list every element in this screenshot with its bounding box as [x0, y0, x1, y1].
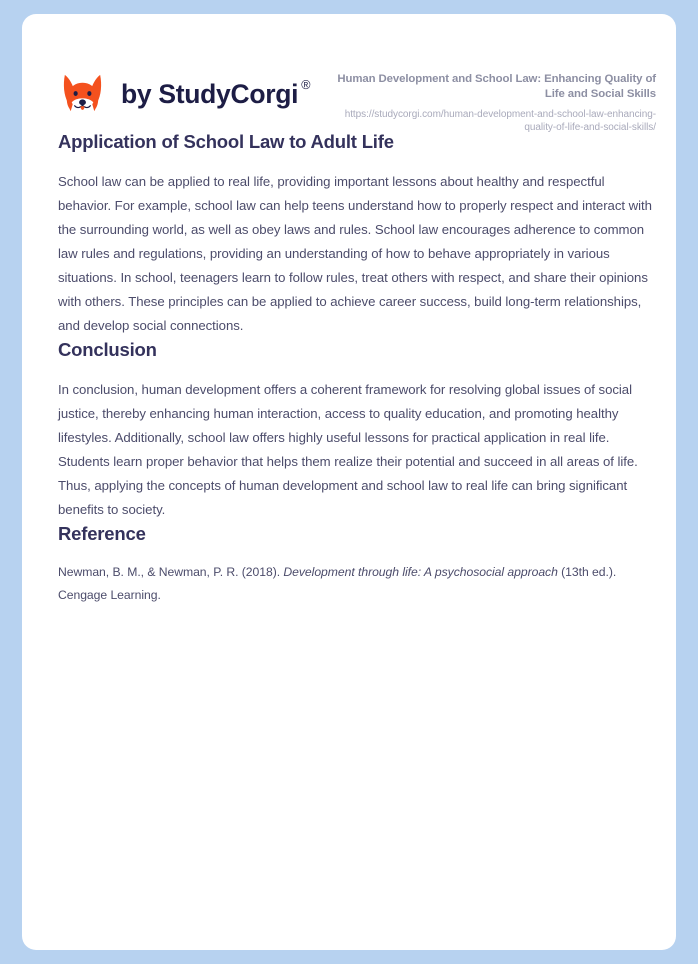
heading-conclusion: Conclusion: [58, 339, 157, 361]
document-header: [58, 58, 656, 134]
reference-entry: [58, 561, 656, 609]
header-meta: [316, 58, 656, 134]
document-title: Human Development and School Law: Enhancing Quality of Life and Social Skills: [337, 73, 656, 101]
heading-reference: Reference: [58, 523, 146, 545]
reference-title: Development through life: A psychosocial approach: [283, 564, 558, 579]
document-content: [58, 58, 656, 608]
paragraph-application: School law can be applied to real life, providing important lessons about healthy and respectful behavior. For example, school law can help teens understand how to properly respect and interact with the surrounding world, as well as obey laws and rules. School law encourages adherence to common law rules and regulations, providing an understanding of how to behave appropriately in various situations. In school, teenagers learn to follow rules, treat others with respect, and share their opinions with others. These principles can be applied to achieve career success, build long-term relationships, and develop social connections.: [58, 174, 652, 334]
corgi-head-logo-icon: [58, 70, 107, 119]
heading-application: Application of School Law to Adult Life: [58, 131, 394, 152]
brand-logo[interactable]: [58, 58, 310, 119]
document-page: [22, 14, 676, 950]
registered-trademark-icon: ®: [301, 78, 311, 93]
reference-publisher: (13th ed.). Cengage Learning.: [58, 564, 617, 603]
wordmark-text: by StudyCorgi: [121, 79, 299, 110]
document-url[interactable]: https://studycorgi.com/human-development-and-school-law-enhancing-quality-of-life-and-social-skills/: [344, 109, 656, 134]
paragraph-conclusion: In conclusion, human development offers a coherent framework for resolving global issues of social justice, thereby enhancing human interaction, access to quality education, and promoting healthy lifestyles. Additionally, school law offers highly useful lessons for practical application in real life. Students learn proper behavior that helps them realize their potential and succeed in all areas of life. Thus, applying the concepts of human development and school law to real life can bring significant benefits to society.: [58, 382, 638, 518]
reference-authors-year: Newman, B. M., & Newman, P. R. (2018).: [58, 564, 284, 579]
wordmark: [121, 78, 311, 110]
